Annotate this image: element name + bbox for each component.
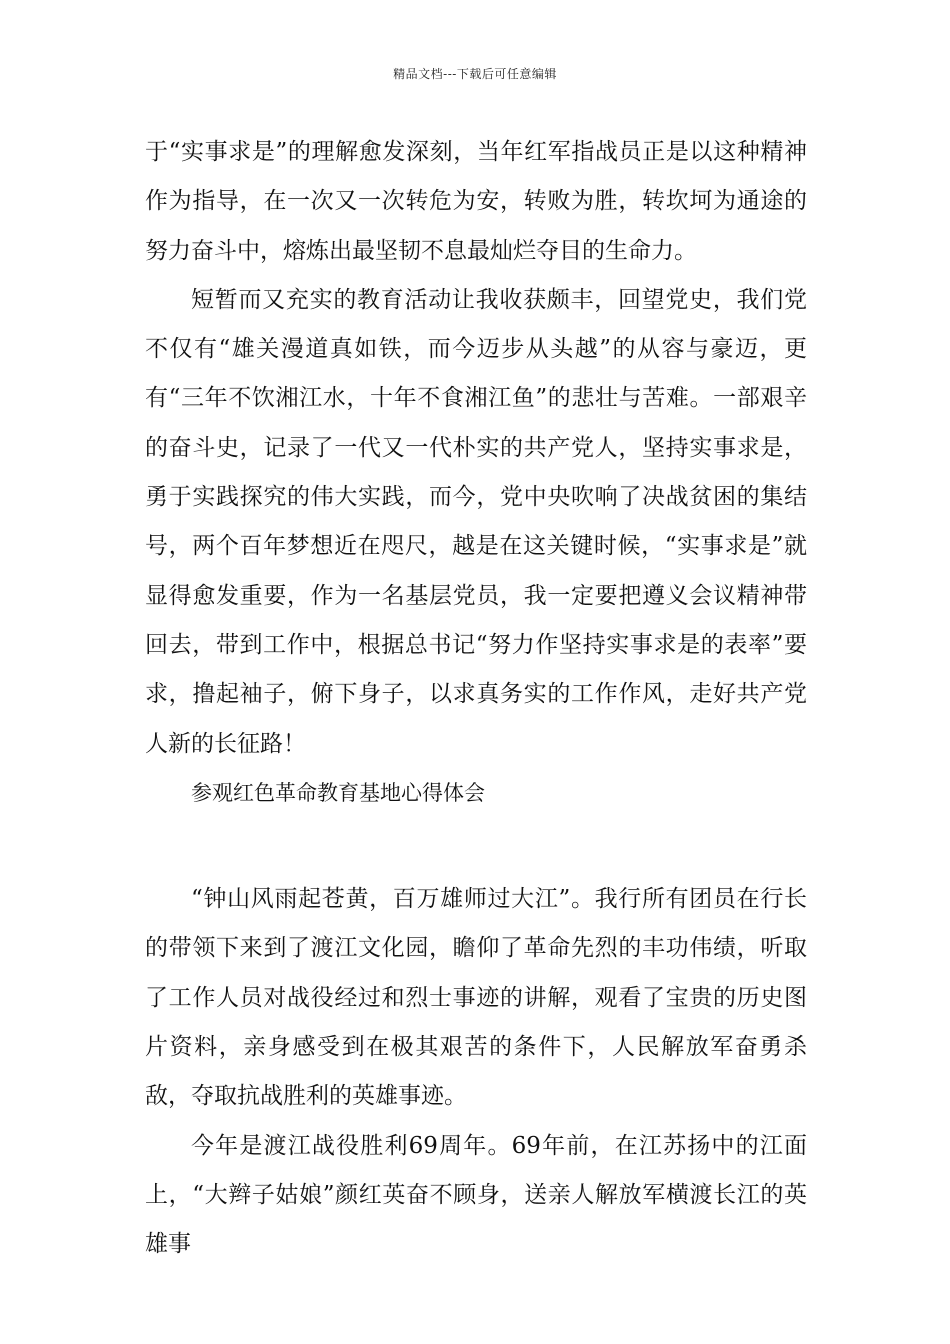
paragraph-anniversary: 今年是渡江战役胜利69周年。69年前，在江苏扬中的江面上，“大辫子姑娘”颜红英奋不顾身，送亲人解放军横渡长江的英雄事 [145, 1132, 807, 1258]
section-spacer [145, 818, 807, 875]
paragraph-continuation: 于“实事求是”的理解愈发深刻，当年红军指战员正是以这种精神作为指导，在一次又一次转危为安，转败为胜，转坎坷为通途的努力奋斗中，熔炼出最坚韧不息最灿烂夺目的生命力。 [145, 139, 807, 264]
paragraph-reflection: 短暂而又充实的教育活动让我收获颇丰，回望党史，我们党不仅有“雄关漫道真如铁，而今迈步从头越”的从容与豪迈，更有“三年不饮湘江水，十年不食湘江鱼”的悲壮与苦难。一部艰辛的奋斗史，记录了一代又一代朴实的共产党人，坚持实事求是，勇于实践探究的伟大实践，而今，党中央吹响了决战贫困的集结号，两个百年梦想近在咫尺，越是在这关键时候，“实事求是”就显得愈发重要，作为一名基层党员，我一定要把遵义会议精神带回去，带到工作中，根据总书记“努力作坚持实事求是的表率”要求，撸起袖子，俯下身子，以求真务实的工作作风，走好共产党人新的长征路！ [145, 286, 807, 757]
paragraph-visit: “钟山风雨起苍黄，百万雄师过大江”。我行所有团员在行长的带领下来到了渡江文化园，瞻仰了革命先烈的丰功伟绩，听取了工作人员对战役经过和烈士事迹的讲解，观看了宝贵的历史图片资料，亲身感受到在极其艰苦的条件下，人民解放军奋勇杀敌，夺取抗战胜利的英雄事迹。 [145, 886, 807, 1110]
page-header: 精品文档---下载后可任意编辑 [393, 67, 557, 81]
document-body [145, 128, 807, 1270]
section-title: 参观红色革命教育基地心得体会 [191, 780, 485, 805]
